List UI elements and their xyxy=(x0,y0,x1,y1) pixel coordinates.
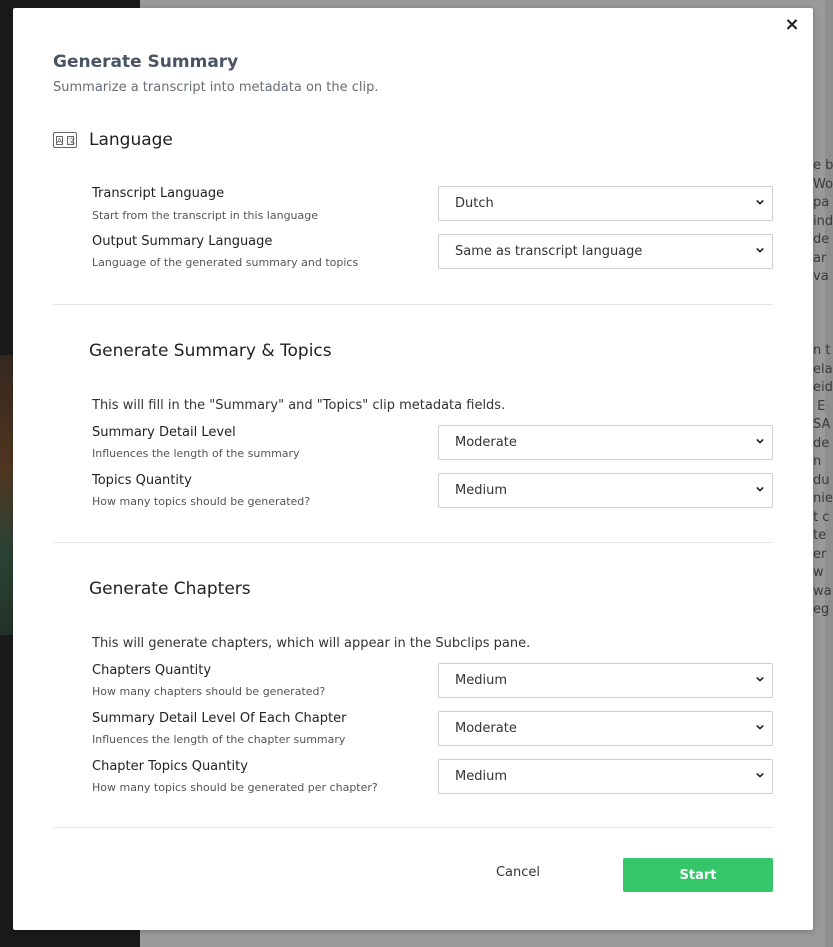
topics-quantity-value: Medium xyxy=(455,483,507,498)
background-text-line: ela xyxy=(813,361,833,377)
output-language-select[interactable] xyxy=(438,234,773,269)
background-text-line: Wo xyxy=(813,176,833,192)
output-language-label: Output Summary Language xyxy=(92,234,273,249)
generate-summary-modal xyxy=(13,8,813,930)
chapters-description: This will generate chapters, which will appear in the Subclips pane. xyxy=(92,636,531,651)
chapter-topics-quantity-label: Chapter Topics Quantity xyxy=(92,759,248,774)
summary-detail-level-select[interactable] xyxy=(438,425,773,460)
chapter-topics-quantity-value: Medium xyxy=(455,769,507,784)
divider xyxy=(53,304,773,305)
section-heading-language: Language xyxy=(89,130,173,150)
background-text-line: de xyxy=(813,435,830,451)
translate-icon: A 文 xyxy=(53,132,77,148)
chevron-down-icon xyxy=(756,723,764,731)
chapters-quantity-hint: How many chapters should be generated? xyxy=(92,685,326,698)
background-text-line: E xyxy=(813,398,826,414)
background-text-line: n xyxy=(813,454,822,469)
transcript-language-label: Transcript Language xyxy=(92,186,225,201)
chevron-down-icon xyxy=(756,437,764,445)
chapter-topics-quantity-select[interactable] xyxy=(438,759,773,794)
output-language-value: Same as transcript language xyxy=(455,244,643,259)
background-text-line: e b xyxy=(813,158,833,173)
background-text-line: eid xyxy=(813,380,833,395)
background-text-line: va xyxy=(813,269,829,284)
background-text-line: de xyxy=(813,232,830,247)
background-text-line: n t xyxy=(813,343,831,358)
divider xyxy=(53,827,773,828)
chapter-detail-level-hint: Influences the length of the chapter summary xyxy=(92,733,346,746)
topics-quantity-label: Topics Quantity xyxy=(92,473,192,488)
chapter-detail-level-value: Moderate xyxy=(455,721,517,736)
summary-detail-level-value: Moderate xyxy=(455,435,517,450)
chevron-down-icon xyxy=(756,675,764,683)
topics-quantity-select[interactable] xyxy=(438,473,773,508)
modal-title: Generate Summary xyxy=(53,52,239,72)
chevron-down-icon xyxy=(756,771,764,779)
modal-subtitle: Summarize a transcript into metadata on the clip. xyxy=(53,80,379,95)
chapter-topics-quantity-hint: How many topics should be generated per chapter? xyxy=(92,781,378,794)
background-text-line: nie xyxy=(813,491,833,506)
section-heading-chapters: Generate Chapters xyxy=(89,579,251,599)
chapter-detail-level-label: Summary Detail Level Of Each Chapter xyxy=(92,711,347,726)
chevron-down-icon xyxy=(756,246,764,254)
chapters-quantity-select[interactable] xyxy=(438,663,773,698)
divider xyxy=(53,542,773,543)
background-text-line: ar xyxy=(813,250,827,266)
section-heading-summary-topics: Generate Summary & Topics xyxy=(89,341,332,361)
background-text-line: SA xyxy=(813,417,831,432)
summary-topics-description: This will fill in the "Summary" and "Topics" clip metadata fields. xyxy=(92,398,506,413)
chevron-down-icon xyxy=(756,485,764,493)
background-text-line: t c xyxy=(813,509,830,525)
background-text-line: w xyxy=(813,565,824,580)
chapters-quantity-value: Medium xyxy=(455,673,507,688)
transcript-language-hint: Start from the transcript in this language xyxy=(92,209,319,222)
cancel-button[interactable]: Cancel xyxy=(495,865,541,880)
background-text-line: du xyxy=(813,472,830,488)
background-text-line: ind xyxy=(813,213,833,229)
background-text-line: eg xyxy=(813,602,830,617)
summary-detail-level-label: Summary Detail Level xyxy=(92,425,236,440)
background-text-line: pa xyxy=(813,195,830,210)
chapter-detail-level-select[interactable] xyxy=(438,711,773,746)
chapters-quantity-label: Chapters Quantity xyxy=(92,663,212,678)
transcript-language-value: Dutch xyxy=(455,196,494,211)
chevron-down-icon xyxy=(756,198,764,206)
start-button[interactable]: Start xyxy=(623,858,773,892)
output-language-hint: Language of the generated summary and topics xyxy=(92,256,359,269)
transcript-language-select[interactable] xyxy=(438,186,773,221)
close-icon[interactable]: × xyxy=(784,14,800,35)
background-text-line: te xyxy=(813,528,827,543)
summary-detail-level-hint: Influences the length of the summary xyxy=(92,447,300,460)
background-text-line: wa xyxy=(813,583,832,599)
background-text-line: er xyxy=(813,546,827,562)
topics-quantity-hint: How many topics should be generated? xyxy=(92,495,311,508)
